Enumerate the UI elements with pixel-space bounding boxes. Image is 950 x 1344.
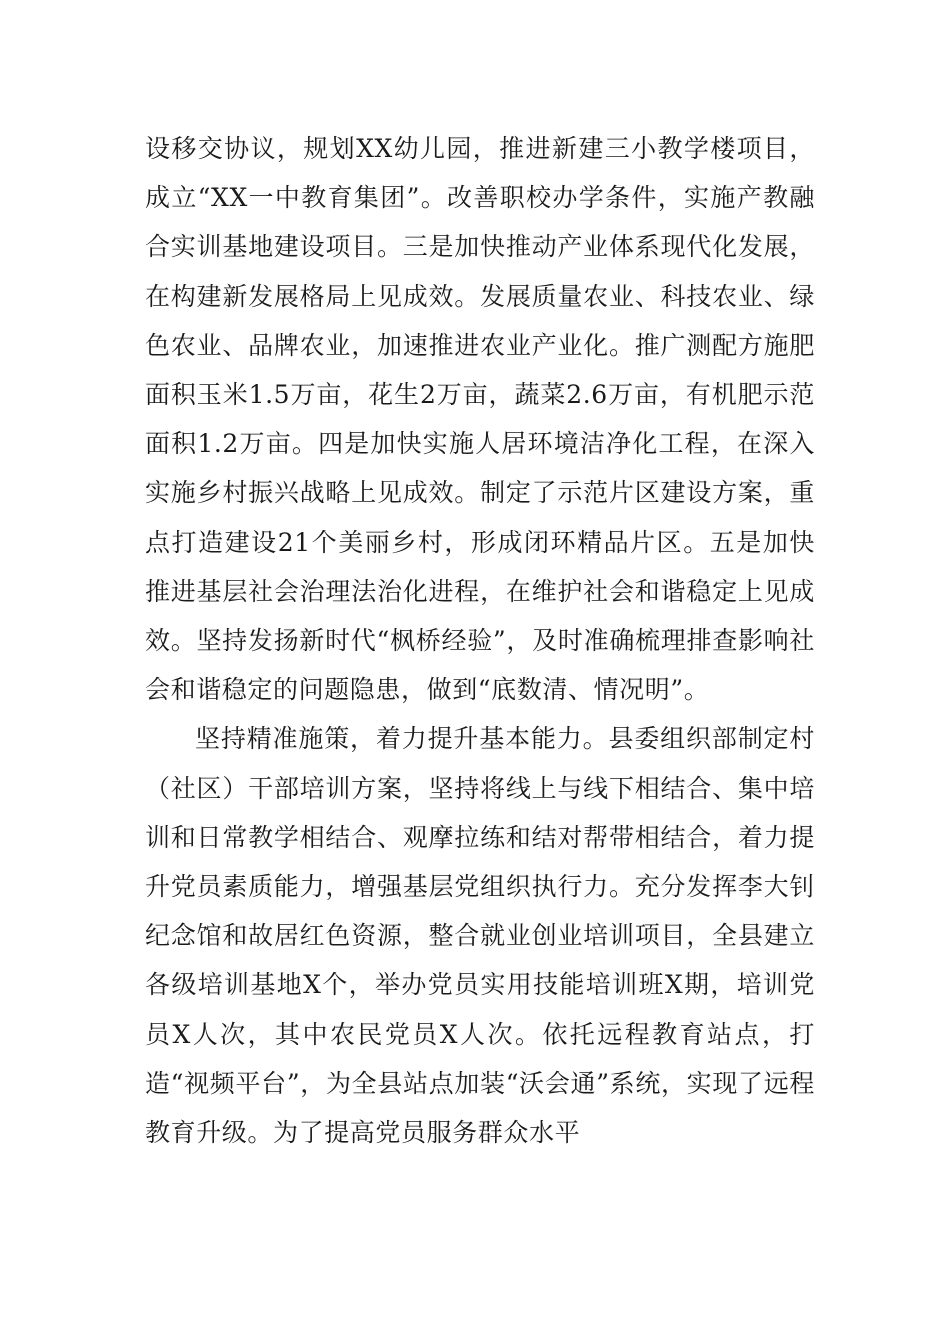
paragraph-1: 设移交协议，规划XX幼儿园，推进新建三小教学楼项目，成立“XX一中教育集团”。改善职校办学条件，实施产教融合实训基地建设项目。三是加快推动产业体系现代化发展，在构建新发展格局上见成效。发展质量农业、科技农业、绿色农业、品牌农业，加速推进农业产业化。推广测配方施肥面积玉米1.5万亩，花生2万亩，蔬菜2.6万亩，有机肥示范面积1.2万亩。四是加快实施人居环境洁净化工程，在深入实施乡村振兴战略上见成效。制定了示范片区建设方案，重点打造建设21个美丽乡村，形成闭环精品片区。五是加快推进基层社会治理法治化进程，在维护社会和谐稳定上见成效。坚持发扬新时代“枫桥经验”，及时准确梳理排查影响社会和谐稳定的问题隐患，做到“底数清、情况明”。: [145, 134, 815, 705]
paragraph-2: 坚持精准施策，着力提升基本能力。县委组织部制定村（社区）干部培训方案，坚持将线上与线下相结合、集中培训和日常教学相结合、观摩拉练和结对帮带相结合，着力提升党员素质能力，增强基层党组织执行力。充分发挥李大钊纪念馆和故居红色资源，整合就业创业培训项目，全县建立各级培训基地X个，举办党员实用技能培训班X期，培训党员X人次，其中农民党员X人次。依托远程教育站点，打造“视频平台”，为全县站点加装“沃会通”系统，实现了远程教育升级。为了提高党员服务群众水平: [145, 724, 815, 1148]
document-body: [145, 124, 815, 1157]
